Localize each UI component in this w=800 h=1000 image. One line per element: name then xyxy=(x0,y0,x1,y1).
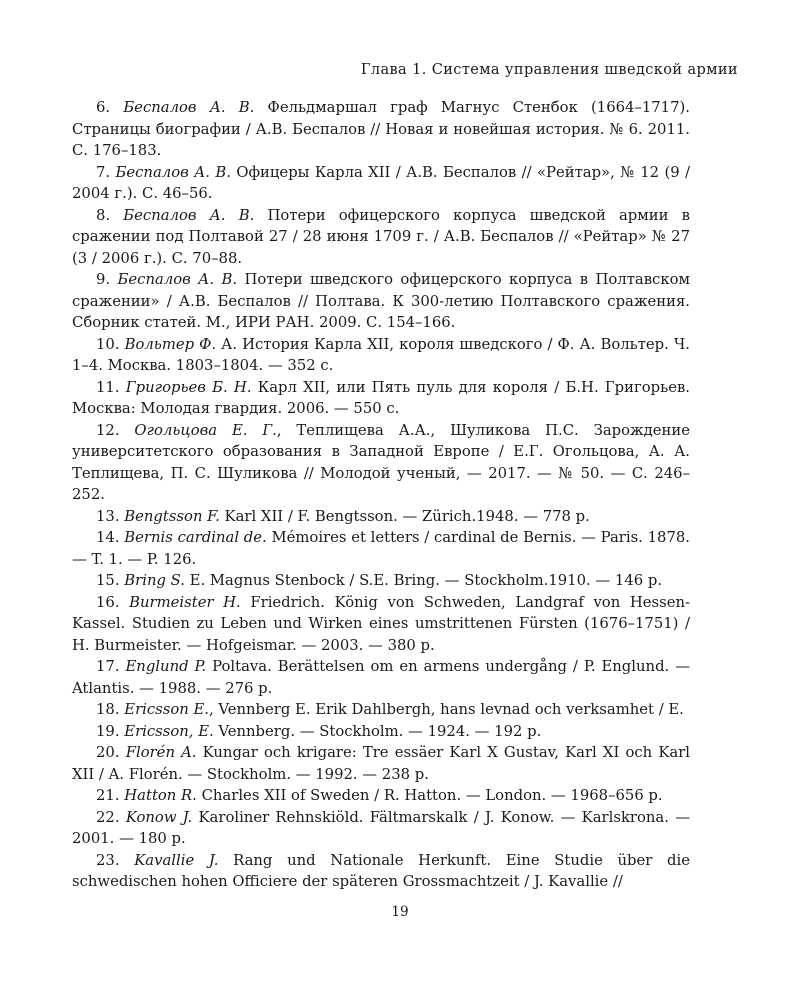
entry-text: Karoliner Rehnskiöld. Fältmarskalk / J. Konow. — Karlskrona. — 2001. — 180 p. xyxy=(72,808,691,847)
bibliography-list xyxy=(72,97,690,893)
entry-number: 19. xyxy=(96,722,120,740)
entry-author: Ericsson, E. xyxy=(124,722,214,740)
entry-text: Офицеры Карла XII / А.В. Беспалов // «Рейтар», № 12 (9 / 2004 г.). С. 46–56. xyxy=(72,163,690,202)
bibliography-entry xyxy=(72,205,690,270)
entry-author: Konow J. xyxy=(125,808,193,826)
bibliography-entry xyxy=(72,699,690,721)
entry-author: Bring S. xyxy=(124,572,185,589)
entry-number: 21. xyxy=(96,787,120,804)
bibliography-entry xyxy=(72,570,690,592)
entry-number: 11. xyxy=(96,378,120,396)
entry-number: 8. xyxy=(96,206,111,224)
entry-author: Беспалов А. В xyxy=(117,271,233,288)
bibliography-entry xyxy=(72,162,690,205)
entry-author: Burmeister H. xyxy=(129,593,241,611)
entry-number: 17. xyxy=(96,658,120,675)
running-head: Глава 1. Система управления шведской армии xyxy=(360,62,738,78)
bibliography-entry xyxy=(72,807,690,850)
entry-author: Вольтер Ф. xyxy=(124,335,217,353)
entry-number: 22. xyxy=(96,808,120,826)
entry-text: . Mémoires et letters / cardinal de Bernis. — Paris. 1878. — T. 1. — P. 126. xyxy=(72,529,690,568)
bibliography-entry xyxy=(72,377,690,420)
entry-author: Englund P. xyxy=(125,658,207,675)
bibliography-entry xyxy=(72,97,690,162)
entry-author: Hatton R. xyxy=(124,787,197,804)
entry-text: E. Magnus Stenbock / S.E. Bring. — Stockholm.1910. — 146 p. xyxy=(184,572,663,589)
bibliography-entry xyxy=(72,742,690,785)
bibliography-entry xyxy=(72,420,690,506)
entry-author: Григорьев Б. Н. xyxy=(125,378,252,396)
entry-text: Rang und Nationale Herkunft. Eine Studie über die schwedischen hohen Officiere der späteren Grossmachtzeit / J. Kavallie // xyxy=(72,851,690,890)
entry-number: 9. xyxy=(96,271,111,288)
entry-text: Kungar och krigare: Tre essäer Karl X Gustav, Karl XI och Karl XII / A. Florén. — Stockholm. — 1992. — 238 p. xyxy=(72,744,690,783)
entry-text: Poltava. Berättelsen om en armens undergång / P. Englund. — Atlantis. — 1988. — 276 p. xyxy=(72,658,690,697)
entry-author: Bernis cardinal de xyxy=(124,529,263,546)
entry-text: Фельдмаршал граф Магнус Стенбок (1664–1717). Страницы биографии / А.В. Беспалов // Новая и новейшая история. № 6. 2011. С. 176–183. xyxy=(72,99,690,159)
entry-text: . Потери шведского офицерского корпуса в Полтавском сражении» / А.В. Беспалов // Полтава. К 300-летию Полтавского сражения. Сборник статей. М., ИРИ РАН. 2009. С. 154–166. xyxy=(72,271,690,331)
entry-author: Беспалов А. В xyxy=(123,206,250,224)
bibliography-entry xyxy=(72,334,690,377)
entry-number: 12. xyxy=(96,421,120,439)
entry-number: 15. xyxy=(96,572,120,589)
bibliography-entry xyxy=(72,721,690,743)
entry-number: 14. xyxy=(96,529,120,546)
entry-text: Friedrich. König von Schweden, Landgraf von Hessen-Kassel. Studien zu Leben und Wirken eines umstrittenen Fürsten (1676–1751) / H. Burmeister. — Hofgeismar. — 2003. — 380 p. xyxy=(72,593,690,654)
entry-author: Беспалов А. В. xyxy=(115,163,231,181)
entry-author: Florén A. xyxy=(125,744,197,761)
bibliography-entry xyxy=(72,656,690,699)
bibliography-entry xyxy=(72,269,690,334)
entry-author: Ericsson E. xyxy=(124,701,209,718)
bibliography-entry xyxy=(72,506,690,528)
entry-number: 20. xyxy=(96,744,120,761)
bibliography-entry xyxy=(72,527,690,570)
entry-number: 13. xyxy=(96,507,120,525)
entry-number: 7. xyxy=(96,163,111,181)
entry-number: 23. xyxy=(96,851,120,869)
entry-author: Беспалов А. В. xyxy=(123,99,255,116)
entry-number: 16. xyxy=(96,593,120,611)
entry-text: . Потери офицерского корпуса шведской армии в сражении под Полтавой 27 / 28 июня 1709 г. / А.В. Беспалов // «Рейтар» № 27 (3 / 2006 г.). С. 70–88. xyxy=(72,206,691,267)
entry-number: 18. xyxy=(96,701,120,718)
entry-text: Karl XII / F. Bengtsson. — Zürich.1948. — 778 p. xyxy=(219,507,590,525)
entry-number: 10. xyxy=(96,335,120,353)
entry-text: А. История Карла XII, короля шведского / Ф. А. Вольтер. Ч. 1–4. Москва. 1803–1804. — 352 с. xyxy=(72,335,690,374)
bibliography-entry xyxy=(72,850,690,893)
entry-author: Огольцова Е. Г. xyxy=(134,421,277,439)
bibliography-entry xyxy=(72,785,690,807)
entry-author: Bengtsson F. xyxy=(124,507,220,525)
entry-text: Charles XII of Sweden / R. Hatton. — London. — 1968–656 p. xyxy=(196,787,663,804)
entry-text: , Теплищева А.А., Шуликова П.С. Зарождение университетского образования в Западной Европе / Е.Г. Огольцова, А. А. Теплищева, П. С. Шуликова // Молодой ученый, — 2017. — № 50. — С. 246–252. xyxy=(72,421,690,503)
page-number: 19 xyxy=(391,904,409,920)
entry-number: 6. xyxy=(96,99,111,116)
entry-text: , Vennberg E. Erik Dahlbergh, hans levnad och verksamhet / E. xyxy=(209,701,684,718)
entry-text: Карл XII, или Пять пуль для короля / Б.Н. Григорьев. Москва: Молодая гвардия. 2006. — 550 с. xyxy=(72,378,690,417)
entry-text: Vennberg. — Stockholm. — 1924. — 192 p. xyxy=(213,722,542,740)
entry-author: Kavallie J. xyxy=(134,851,219,869)
bibliography-entry xyxy=(72,592,690,657)
